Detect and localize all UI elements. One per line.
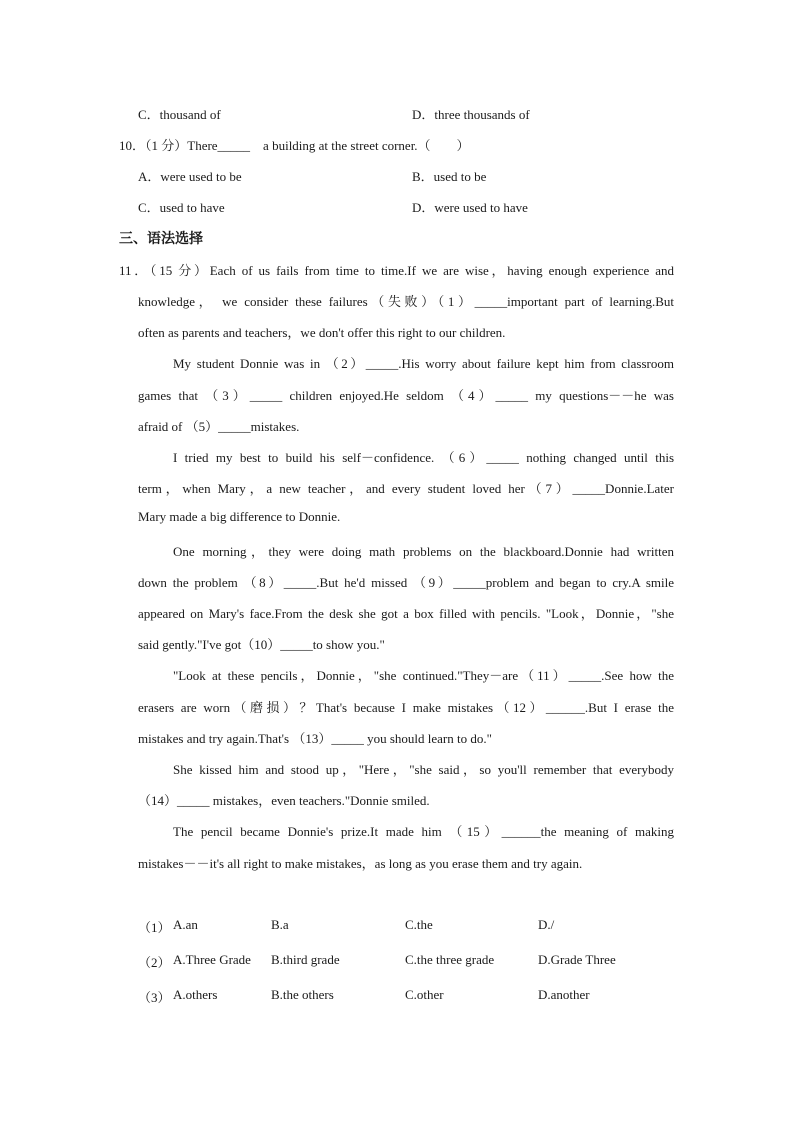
answer-option-b: B.a [271, 917, 289, 932]
passage-line: knowledge， we consider these failures（失败）（1）_____important part of learning.But [138, 294, 674, 309]
answer-option-c: C.other [405, 987, 444, 1002]
answer-option-a: A.Three Grade [173, 952, 251, 967]
passage-line: term，when Mary，a new teacher，and every student loved her（7）_____Donnie.Later [138, 481, 675, 496]
q10-option-d: D．were used to have [412, 200, 528, 215]
answer-option-d: D.Grade Three [538, 952, 616, 967]
answer-option-d: D.another [538, 987, 590, 1002]
answer-option-c: C.the [405, 917, 433, 932]
passage-line: I tried my best to build his self－confidence. （6）_____ nothing changed until this [173, 450, 674, 465]
passage-line: afraid of （5）_____mistakes. [138, 419, 300, 434]
passage-line: often as parents and teachers，we don't offer this right to our children. [138, 325, 506, 340]
passage-line: "Look at these pencils，Donnie，"she continued."They－are（11）_____.See how the [173, 668, 674, 683]
q10-option-c: C．used to have [138, 200, 225, 215]
passage-line: down the problem （8）_____.But he'd missed （9）_____problem and began to cry.A smile [138, 575, 674, 590]
passage-line: Mary made a big difference to Donnie. [138, 509, 341, 524]
answer-option-d: D./ [538, 917, 555, 932]
q10-option-b: B．used to be [412, 169, 487, 184]
answer-option-c: C.the three grade [405, 952, 495, 967]
passage-line: said gently."I've got（10）_____to show you." [138, 637, 385, 652]
q10-stem: 10．（1 分）There_____ a building at the street corner.（ ） [119, 138, 470, 153]
passage-line: erasers are worn（磨损）？That's because I make mistakes（12）______.But I erase the [138, 700, 674, 715]
passage-line: appeared on Mary's face.From the desk she got a box filled with pencils. "Look，Donnie，"she [138, 606, 674, 621]
passage-line: games that （3）_____ children enjoyed.He seldom （4）_____ my questions－－he was [138, 388, 674, 403]
passage-line: （14）_____ mistakes，even teachers."Donnie smiled. [138, 793, 430, 808]
answer-option-a: A.others [173, 987, 218, 1002]
passage-line: The pencil became Donnie's prize.It made him （15）______the meaning of making [173, 824, 674, 839]
q11-line-1: 11．（15 分）Each of us fails from time to time.If we are wise，having enough experience and [119, 263, 674, 278]
answer-num: （2） [138, 955, 171, 970]
answer-num: （1） [138, 920, 171, 935]
passage-line: One morning，they were doing math problems on the blackboard.Donnie had written [173, 544, 674, 559]
answer-num: （3） [138, 990, 171, 1005]
passage-line: My student Donnie was in （2）_____.His worry about failure kept him from classroom [173, 356, 674, 371]
q10-option-a: A．were used to be [138, 169, 242, 184]
passage-line: She kissed him and stood up，"Here，"she said，so you'll remember that everybody [173, 762, 674, 777]
section-heading: 三、语法选择 [119, 231, 203, 247]
answer-option-a: A.an [173, 917, 198, 932]
answer-option-b: B.the others [271, 987, 334, 1002]
q9-option-c: C．thousand of [138, 107, 221, 122]
passage-line: mistakes and try again.That's （13）_____ you should learn to do." [138, 731, 492, 746]
q9-option-d: D．three thousands of [412, 107, 530, 122]
answer-option-b: B.third grade [271, 952, 340, 967]
passage-line: mistakes－－it's all right to make mistakes，as long as you erase them and try again. [138, 856, 583, 871]
